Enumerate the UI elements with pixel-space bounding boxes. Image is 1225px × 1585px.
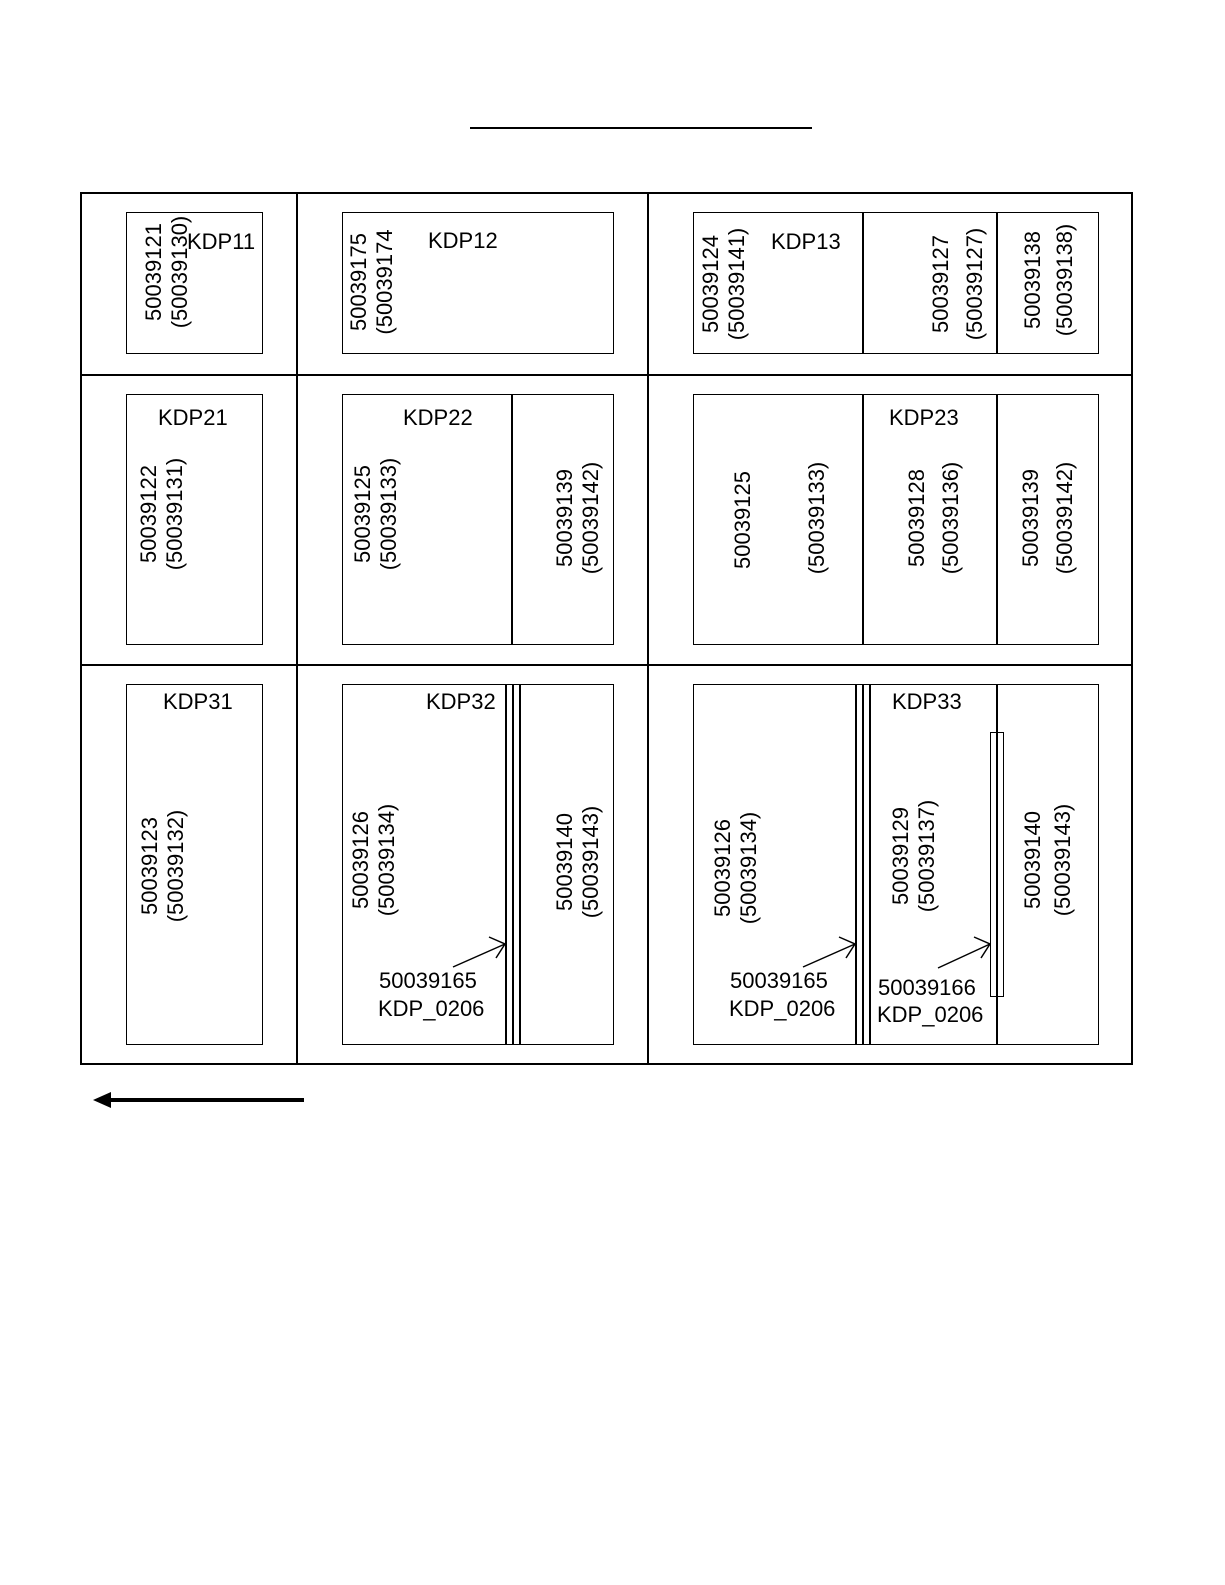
bay-title-kdp23: KDP23 bbox=[889, 405, 959, 430]
part-code: 50039140 bbox=[1020, 811, 1045, 909]
callout-code: 50039166 bbox=[878, 975, 976, 1000]
callout-code: 50039165 bbox=[379, 968, 477, 993]
bay-title-kdp32: KDP32 bbox=[426, 689, 496, 714]
part-code: 50039138 bbox=[1020, 231, 1045, 329]
bay-title-kdp21: KDP21 bbox=[158, 405, 228, 430]
part-alt-code: (50039142) bbox=[578, 461, 603, 575]
part-alt-code: (50039141) bbox=[724, 227, 749, 341]
bay-title-kdp31: KDP31 bbox=[163, 689, 233, 714]
part-alt-code: (50039134) bbox=[374, 803, 399, 917]
part-alt-code: (50039143) bbox=[1050, 803, 1075, 917]
part-code: 50039139 bbox=[1018, 469, 1043, 567]
bay-title-kdp13: KDP13 bbox=[771, 229, 841, 254]
callout-name: KDP_0206 bbox=[378, 996, 485, 1021]
part-alt-code: (50039174 bbox=[372, 229, 397, 335]
part-code: 50039122 bbox=[136, 465, 161, 563]
part-code: 50039121 bbox=[141, 223, 166, 321]
part-code: 50039128 bbox=[904, 469, 929, 567]
part-code: 50039129 bbox=[888, 807, 913, 905]
bay-title-kdp12: KDP12 bbox=[428, 228, 498, 253]
part-alt-code: (50039132) bbox=[163, 809, 188, 923]
part-alt-code: (50039133) bbox=[376, 457, 401, 571]
part-code: 50039139 bbox=[552, 469, 577, 567]
part-alt-code: (50039143) bbox=[578, 805, 603, 919]
part-alt-code: (50039137) bbox=[914, 799, 939, 913]
part-code: 50039124 bbox=[698, 235, 723, 333]
part-code: 50039126 bbox=[348, 811, 373, 909]
part-alt-code: (50039130) bbox=[167, 215, 192, 329]
bay-title-kdp33: KDP33 bbox=[892, 689, 962, 714]
part-code: 50039125 bbox=[730, 471, 755, 569]
direction-arrow-head bbox=[93, 1092, 111, 1108]
part-alt-code: (50039131) bbox=[162, 457, 187, 571]
part-alt-code: (50039127) bbox=[962, 227, 987, 341]
part-code: 50039127 bbox=[928, 235, 953, 333]
part-alt-code: (50039133) bbox=[804, 461, 829, 575]
part-alt-code: (50039142) bbox=[1052, 461, 1077, 575]
part-alt-code: (50039134) bbox=[736, 811, 761, 925]
part-code: 50039126 bbox=[710, 819, 735, 917]
callout-name: KDP_0206 bbox=[877, 1002, 984, 1027]
callout-code: 50039165 bbox=[730, 968, 828, 993]
part-code: 50039125 bbox=[350, 465, 375, 563]
part-code: 50039123 bbox=[137, 817, 162, 915]
part-code: 50039140 bbox=[552, 813, 577, 911]
part-code: 50039175 bbox=[346, 233, 371, 331]
part-alt-code: (50039138) bbox=[1052, 223, 1077, 337]
callout-name: KDP_0206 bbox=[729, 996, 836, 1021]
bay-title-kdp22: KDP22 bbox=[403, 405, 473, 430]
bay-title-kdp11: KDP11 bbox=[187, 229, 256, 254]
part-alt-code: (50039136) bbox=[938, 461, 963, 575]
